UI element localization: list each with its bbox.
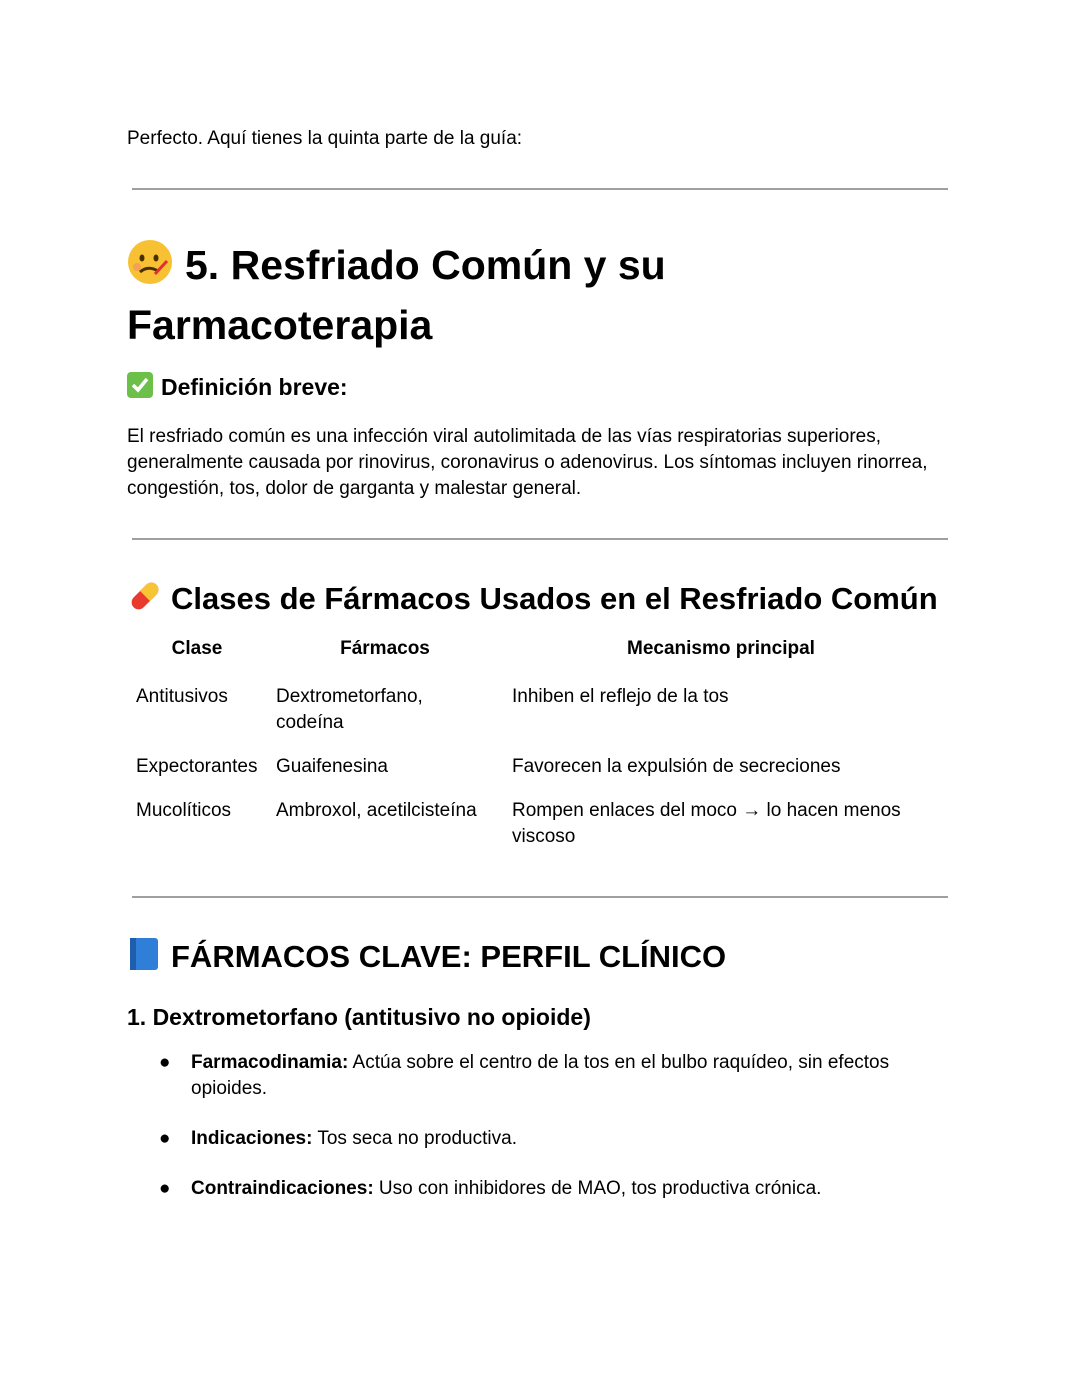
table-cell: Inhiben el reflejo de la tos — [512, 686, 729, 707]
table-cell: Guaifenesina — [276, 756, 388, 777]
table-row — [127, 794, 939, 864]
classes-heading: Clases de Fármacos Usados en el Resfriado Común — [127, 578, 938, 624]
bullet-icon: ● — [159, 1128, 171, 1149]
bullet-icon: ● — [159, 1052, 171, 1073]
list-item: ● Contraindicaciones: Uso con inhibidores de MAO, tos productiva crónica. — [127, 1176, 927, 1202]
drug-1-title: 1. Dextrometorfano (antitusivo no opioide) — [127, 1004, 591, 1030]
bullet-icon: ● — [159, 1178, 171, 1199]
table-cell: Antitusivos — [136, 686, 228, 707]
blue-book-icon — [127, 936, 161, 982]
table-cell: Dextrometorfano, codeína — [276, 686, 423, 733]
list-item: ● Indicaciones: Tos seca no productiva. — [127, 1126, 927, 1152]
table-row — [127, 680, 939, 750]
column-header: Fármacos — [340, 638, 430, 659]
table-cell: Expectorantes — [136, 756, 258, 777]
column-header: Mecanismo principal — [627, 638, 815, 659]
key-drugs-heading: FÁRMACOS CLAVE: PERFIL CLÍNICO — [127, 936, 726, 982]
section-title-line1: 5. Resfriado Común y su — [185, 242, 666, 288]
section-title-line2: Farmacoterapia — [127, 301, 433, 348]
drug-1-properties — [127, 1050, 927, 1226]
list-item: ● Farmacodinamia: Actúa sobre el centro de la tos en el bulbo raquídeo, sin efectos opioides. — [159, 1052, 890, 1099]
drug-classes-table — [127, 632, 939, 864]
definition-text: El resfriado común es una infección viral autolimitada de las vías respiratorias superiores, generalmente causada por rinovirus, coronavirus o adenovirus. Los síntomas incluyen rinorrea, congestión, tos, dolor de garganta y malestar general. — [127, 426, 928, 499]
divider — [132, 896, 948, 898]
divider — [132, 538, 948, 540]
face-with-thermometer-icon — [127, 239, 173, 298]
table-cell: Favorecen la expulsión de secreciones — [512, 756, 841, 777]
table-cell: Mucolíticos — [136, 800, 232, 821]
pill-icon — [127, 578, 163, 624]
table-cell: Rompen enlaces del moco → lo hacen menos viscoso — [512, 800, 901, 847]
definition-heading: Definición breve: — [127, 372, 348, 405]
divider — [132, 188, 948, 190]
table-header-row — [127, 632, 939, 680]
column-header: Clase — [171, 638, 223, 659]
table-cell: Ambroxol, acetilcisteína — [276, 800, 477, 821]
section-title — [127, 238, 666, 352]
check-mark-button-icon — [127, 372, 153, 405]
intro-text: Perfecto. Aquí tienes la quinta parte de la guía: — [127, 128, 523, 149]
table-row — [127, 750, 939, 794]
